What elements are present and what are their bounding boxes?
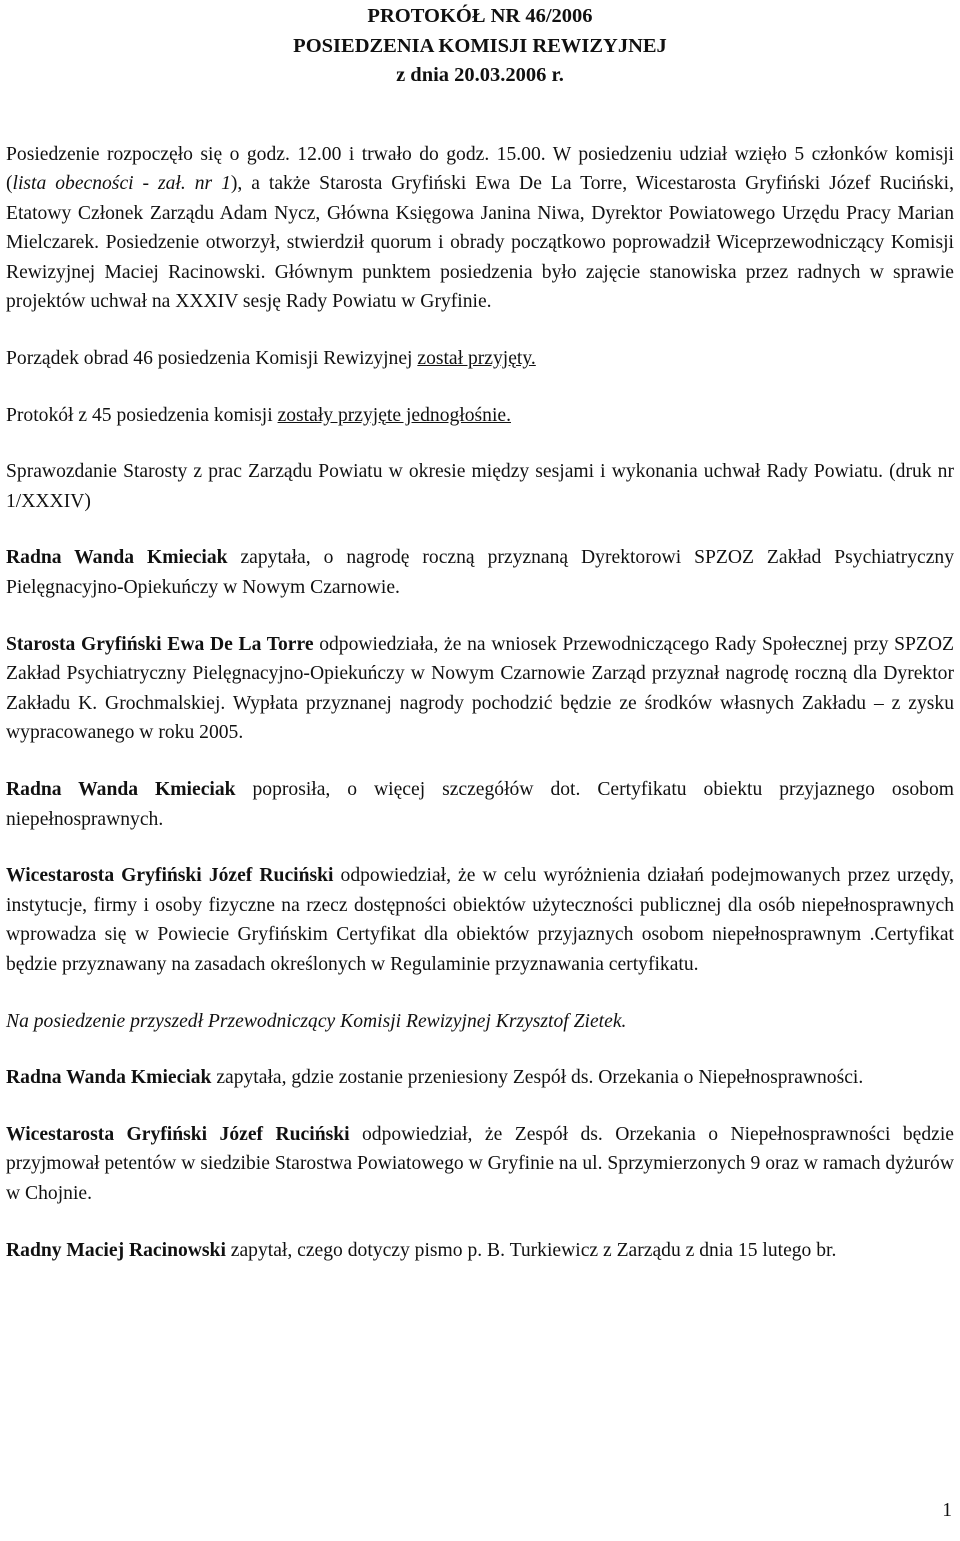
paragraph-answer-award: [6, 630, 954, 748]
protocol-title: PROTOKÓŁ NR 46/2006: [367, 5, 593, 27]
paragraph-text: zapytała, o nagrodę roczną przyznaną Dyrektorowi SPZOZ Zakład Psychiatryczny Pielęgnacyjno-Opiekuńczy w Nowym Czarnowie.: [6, 547, 954, 599]
speaker-name: Wicestarosta Gryfiński Józef Ruciński: [6, 865, 334, 887]
paragraph-text: odpowiedział, że w celu wyróżnienia działań podejmowanych przez urzędy, instytucje, firmy i osoby fizyczne na rzecz dostępności obiektów użyteczności publicznej dla osób niepełnosprawnych wprowadza się w Powiecie Gryfińskim Certyfikat dla obiektów przyjaznych osobom niepełnosprawnym .Certyfikat będzie przyznawany na zasadach określonych w Regulaminie przyznawania certyfikatu.: [6, 865, 954, 975]
paragraph-answer-team: [6, 1120, 954, 1209]
paragraph-text: Sprawozdanie Starosty z prac Zarządu Powiatu w okresie między sesjami i wykonania uchwał Rady Powiatu. (druk nr 1/XXXIV): [6, 461, 954, 512]
paragraph-question-letter: [6, 1236, 954, 1266]
paragraph-question-team: [6, 1063, 954, 1093]
paragraph-answer-certificate: [6, 861, 954, 979]
paragraph-previous-protocol: [6, 401, 954, 431]
meeting-date: z dnia 20.03.2006 r.: [396, 64, 564, 86]
paragraph-text: zapytał, czego dotyczy pismo p. B. Turkiewicz z Zarządu z dnia 15 lutego br.: [225, 1239, 837, 1261]
speaker-name: Wicestarosta Gryfiński Józef Ruciński: [6, 1123, 350, 1145]
speaker-name: Radna Wanda Kmieciak: [6, 1067, 212, 1089]
paragraph-text: Porządek obrad 46 posiedzenia Komisji Rewizyjnej: [6, 348, 418, 370]
italic-note: Na posiedzenie przyszedł Przewodniczący Komisji Rewizyjnej Krzysztof Zietek.: [6, 1010, 627, 1032]
document-header: [6, 0, 954, 91]
protocol-decision: zostały przyjęte jednogłośnie.: [277, 404, 511, 426]
paragraph-text: poprosiła, o więcej szczegółów dot. Certyfikatu obiektu przyjaznego osobom niepełnosprawnych.: [6, 779, 954, 830]
paragraph-text: Protokół z 45 posiedzenia komisji: [6, 404, 278, 426]
paragraph-text: odpowiedziała, że na wniosek Przewodniczącego Rady Społecznej przy SPZOZ Zakład Psychiatryczny Pielęgnacyjno-Opiekuńczy w Nowym Czarnowie Zarząd przyznał nagrodę roczną dla Dyrektor Zakładu K. Grochmalskiej. Wypłata przyznanej nagrody pochodzić będzie ze środków własnych Zakładu – z zysku wypracowanego w roku 2005.: [6, 633, 954, 744]
speaker-name: Radna Wanda Kmieciak: [6, 779, 236, 800]
paragraph-report: [6, 457, 954, 516]
paragraph-opening: [6, 140, 954, 318]
paragraph-text: zapytała, gdzie zostanie przeniesiony Zespół ds. Orzekania o Niepełnosprawności.: [211, 1067, 864, 1089]
speaker-name: Radny Maciej Racinowski: [6, 1239, 226, 1261]
paragraph-text: odpowiedział, że Zespół ds. Orzekania o Niepełnosprawności będzie przyjmował petentów w siedzibie Starostwa Powiatowego w Gryfinie na ul. Sprzymierzonych 9 oraz w ramach dyżurów w Chojnie.: [6, 1123, 954, 1204]
paragraph-question-award: [6, 543, 954, 602]
committee-title: POSIEDZENIA KOMISJI REWIZYJNEJ: [293, 34, 667, 57]
speaker-name: Radna Wanda Kmieciak: [6, 547, 228, 569]
paragraph-question-certificate: [6, 775, 954, 834]
agenda-decision: został przyjęty.: [417, 348, 536, 370]
document-page: [6, 0, 954, 1292]
attendance-list-reference: lista obecności - zał. nr 1: [12, 173, 231, 195]
page-number: 1: [942, 1500, 952, 1521]
paragraph-agenda: [6, 344, 954, 374]
paragraph-text: Posiedzenie rozpoczęło się o godz. 12.00 i trwało do godz. 15.00. W posiedzeniu udział wzięło 5 członków komisji (: [6, 143, 954, 195]
speaker-name: Starosta Gryfiński Ewa De La Torre: [6, 633, 314, 655]
paragraph-text: ), a także Starosta Gryfiński Ewa De La Torre, Wicestarosta Gryfiński Józef Ruciński, Etatowy Członek Zarządu Adam Nycz, Główna Księgowa Janina Niwa, Dyrektor Powiatowego Urzędu Pracy Marian Mielczarek. Posiedzenie otworzył, stwierdził quorum i obrady początkowo poprowadził Wiceprzewodniczący Komisji Rewizyjnej Maciej Racinowski. Głównym punktem posiedzenia było zajęcie stanowiska przez radnych w sprawie projektów uchwał na XXXIV sesję Rady Powiatu w Gryfinie.: [6, 173, 954, 313]
paragraph-chairman-arrival: [6, 1007, 954, 1037]
